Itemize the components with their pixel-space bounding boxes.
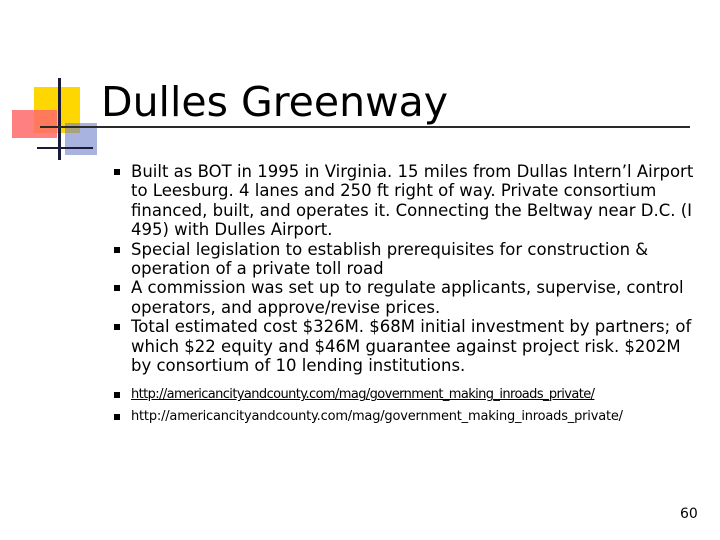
title-underline-rule (40, 126, 690, 128)
page-number: 60 (680, 506, 698, 522)
bullet-square-icon (114, 392, 120, 398)
bullet-list (114, 162, 704, 425)
logo-horizontal-line (37, 147, 93, 149)
bullet-square-icon (114, 285, 120, 291)
bullet-text: Total estimated cost $326M. $68M initial investment by partners; of which $22 equity and $46M guarantee against project risk. $202M by consortium of 10 lending institutions. (131, 317, 692, 376)
bullet-square-icon (114, 414, 120, 420)
bullet-text: A commission was set up to regulate applicants, supervise, control operators, and approve/revise prices. (131, 278, 684, 317)
bullet-text: Special legislation to establish prerequisites for construction & operation of a private toll road (131, 239, 649, 279)
reference-url-text: http://americancityandcounty.com/mag/government_making_inroads_private/ (131, 409, 623, 425)
bullet-item (114, 317, 704, 375)
bullet-square-icon (114, 169, 120, 175)
bullet-item (114, 278, 704, 317)
bullet-item (114, 162, 704, 240)
slide-title: Dulles Greenway (101, 78, 449, 126)
bullet-item (114, 240, 704, 279)
bullet-square-icon (114, 324, 120, 330)
reference-link[interactable]: http://americancityandcounty.com/mag/government_making_inroads_private/ (131, 387, 595, 403)
bullet-text: Built as BOT in 1995 in Virginia. 15 miles from Dullas Intern’l Airport to Leesburg. 4 lanes and 250 ft right of way. Private consortium financed, built, and operates it. Connecting the Beltway near D.C. (I 495) with Dulles Airport. (131, 162, 694, 240)
bullet-square-icon (114, 247, 120, 253)
link-item (114, 387, 704, 403)
logo-red-bar (12, 110, 57, 138)
link-item (114, 409, 704, 425)
